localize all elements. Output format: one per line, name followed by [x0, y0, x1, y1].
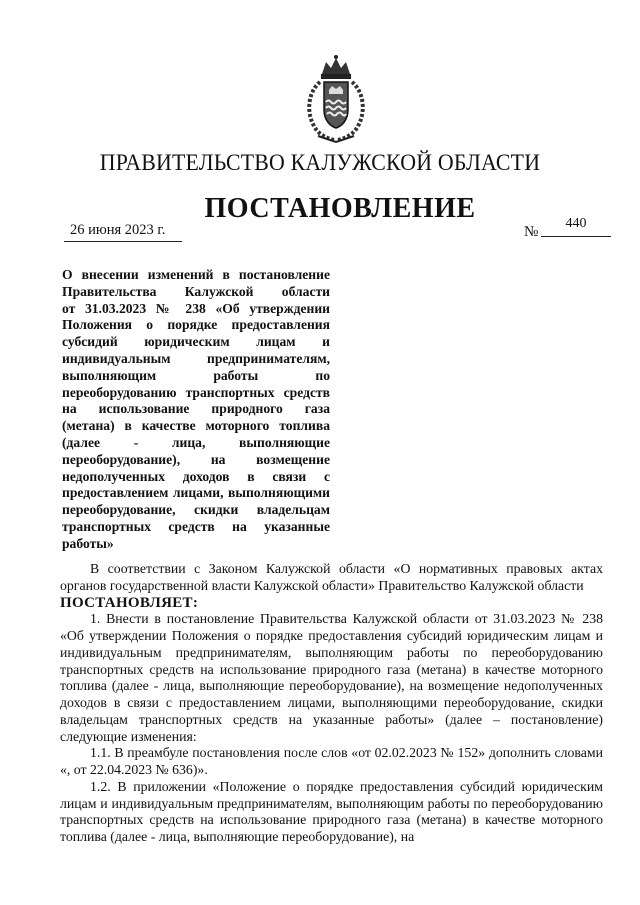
title-line: на использование природного газа [62, 401, 330, 417]
title-line: переоборудование, скидки владельцам [62, 502, 330, 518]
title-line: переоборудование), на возмещение [62, 451, 330, 467]
title-line: Положения о порядке предоставления [62, 317, 330, 333]
preamble-paragraph: В соответствии с Законом Калужской области «О нормативных правовых актах органов государственной власти Калужской области» Правительство Калужской области [60, 561, 603, 593]
title-line: от 31.03.2023 № 238 «Об утверждении [62, 300, 330, 316]
document-date: 26 июня 2023 г. [64, 222, 182, 242]
title-line: работы» [62, 535, 114, 551]
document-subject-title [62, 267, 330, 553]
resolves-heading: ПОСТАНОВЛЯЕТ: [60, 594, 199, 611]
government-name-heading: ПРАВИТЕЛЬСТВО КАЛУЖСКОЙ ОБЛАСТИ [99, 150, 541, 176]
item-1-paragraph: 1. Внести в постановление Правительства Калужской области от 31.03.2023 № 238 «Об утверждении Положения о порядке предоставления субсидий юридическим лицам и индивидуальным предпринимателям, выполняющим работы по переоборудованию транспортных средств на использование природного газа (метана) в качестве моторного топлива (далее - лица, выполняющие переоборудование), на возмещение недополученных доходов в связи с предоставлением лицами, выполняющими переоборудование, скидки владельцам транспортных средств на указанные работы» (далее – постановление) следующие изменения: [60, 611, 603, 744]
title-line: транспортных средств на указанные [62, 518, 330, 534]
document-type-heading: ПОСТАНОВЛЕНИЕ [204, 193, 476, 224]
item-1-1-paragraph: 1.1. В преамбуле постановления после слов «от 02.02.2023 № 152» дополнить словами «, от 22.04.2023 № 636)». [60, 745, 603, 777]
title-line: (далее - лица, выполняющие [62, 434, 330, 450]
document-number: 440 [541, 216, 611, 237]
document-body [60, 561, 603, 846]
title-line: недополученных доходов в связи с [62, 468, 330, 484]
title-line: выполняющим работы по [62, 367, 330, 383]
title-line: предоставлением лицами, выполняющими [62, 485, 330, 501]
title-line: переоборудованию транспортных средств [62, 384, 330, 400]
title-line: О внесении изменений в постановление [62, 267, 330, 282]
title-line: субсидий юридическим лицам и [62, 334, 330, 350]
coat-of-arms-emblem [300, 52, 372, 144]
title-line: Правительства Калужской области [62, 283, 330, 299]
title-line: (метана) в качестве моторного топлива [62, 418, 330, 434]
number-sign: № [524, 224, 539, 240]
title-line: индивидуальным предпринимателям, [62, 350, 330, 366]
item-1-2-paragraph: 1.2. В приложении «Положение о порядке предоставления субсидий юридическим лицам и индивидуальным предпринимателям, выполняющим работы по переоборудованию транспортных средств на использование природного газа (метана) в качестве моторного топлива (далее - лица, выполняющие переоборудование), на [60, 778, 603, 844]
